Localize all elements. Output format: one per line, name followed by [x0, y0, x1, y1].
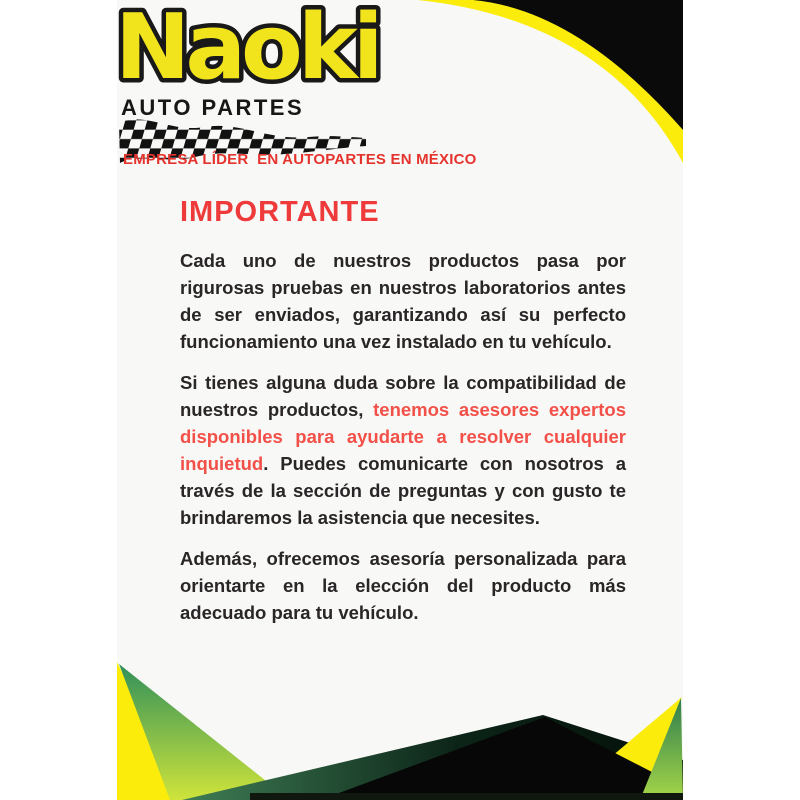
bottom-triangles-decoration	[117, 655, 683, 800]
section-title: IMPORTANTE	[180, 196, 380, 228]
body-text	[180, 247, 626, 640]
naoki-logo	[117, 0, 393, 102]
naoki-logo-text: Naoki	[115, 0, 379, 100]
logo-subtitle: AUTO PARTES	[121, 95, 305, 120]
product-info-artwork	[117, 0, 683, 800]
highlight-text: tenemos asesores expertos disponibles para ayudarte a resolver cualquier inquietud	[180, 399, 626, 474]
brand-tagline: EMPRESA LÍDER EN AUTOPARTES EN MÉXICO	[123, 151, 477, 168]
paragraph2-intro: Si tienes alguna duda sobre la compatibilidad de nuestros productos,	[180, 372, 626, 420]
bottom-base-strip	[250, 793, 683, 800]
body-paragraph: Además, ofrecemos asesoría personalizada para orientarte en la elección del producto más adecuado para tu vehículo.	[180, 548, 626, 623]
body-paragraph: Cada uno de nuestros productos pasa por rigurosas pruebas en nuestros laboratorios antes de ser enviados, garantizando así su perfecto funcionamiento una vez instalado en tu vehículo.	[180, 250, 626, 352]
body-paragraph	[180, 369, 626, 531]
paragraph2-outro: . Puedes comunicarte con nosotros a través de la sección de preguntas y con gusto te brindaremos la asistencia que necesites.	[180, 453, 626, 528]
